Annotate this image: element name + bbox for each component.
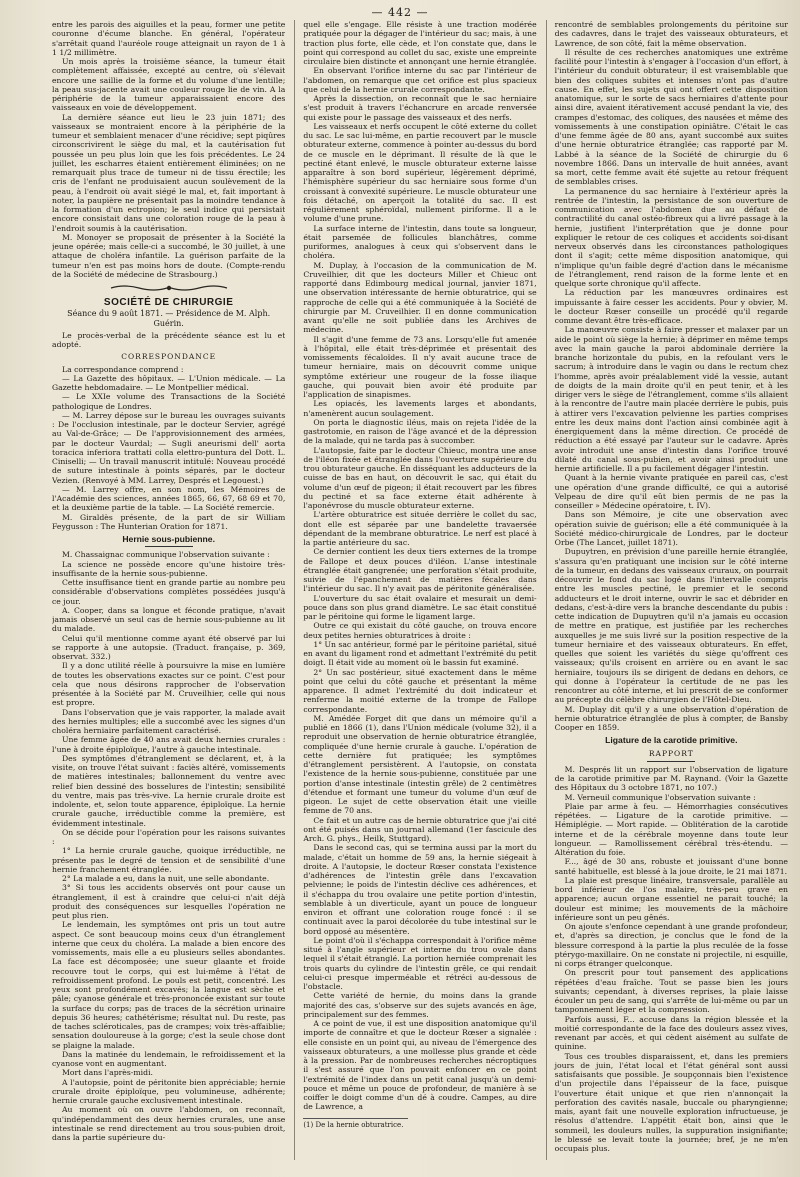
paragraph: Les opiacés, les lavements larges et abondants, n'amenèrent aucun soulagement. [303, 399, 537, 418]
paragraph: La plaie est presque linéaire, transversale, parallèle au bord inférieur de l'os malaire, très-peu grave en apparence; aucun organe essentiel ne parait touché; la douleur est minime; les mouvements de la mâchoire inférieure sont un peu gênés. [554, 875, 788, 922]
paragraph: Une femme âgée de 40 ans avait deux hernies crurales : l'une à droite épiploïque, l'autre à gauche intestinale. [52, 735, 286, 754]
footnote: (1) De la hernie obturatrice. [303, 1118, 408, 1130]
session-line: Séance du 9 août 1871. — Présidence de M. Alph. Guérin. [67, 309, 271, 328]
divider [647, 761, 695, 762]
paragraph: entre les parois des aiguilles et la peau, former une petite couronne d'écume blanche. En général, l'opérateur s'arrêtait quand l'auréole rouge atteignait un rayon de 1 à 1 1/2 millimètre. [52, 20, 286, 57]
paragraph: Quant à la hernie vivante pratiquée en pareil cas, c'est une opération d'une grande difficulté, ce qui a autorisé Velpeau de dire qu'il eût bien permis de ne pas la conseiller » Médecine opératoire, t. IV). [554, 473, 788, 510]
paragraph: Après la dissection, on reconnaît que le sac herniaire s'est produit à travers l'échancrure en arcade renversée qui existe pour le passage des vaisseaux et des nerfs. [303, 94, 537, 122]
paragraph: La science ne possède encore qu'une histoire très-insuffisante de la hernie sous-pubienne. [52, 559, 286, 578]
paragraph: En observant l'orifice interne du sac par l'intérieur de l'abdomen, on remarque que cet orifice est plus spacieux que celui de la hernie crurale correspondante. [303, 66, 537, 94]
paragraph: La dernière séance eut lieu le 23 juin 1871; des vaisseaux se montraient encore à la périphérie de la tumeur et semblaient menacer d'une récidive; sept piqûres circonscrivirent le siège du mal, et la cautérisation fut poussée un peu plus loin que les fois précédentes. Le 24 juillet, les escharres étaient entièrement éliminées; on ne remarquait plus trace de tumeur ni de tissu érectile; les cris de l'enfant ne produisaient aucun soulèvement de la peau, à l'endroit où avait siégé le mal, et, fait important à noter, la paupière ne présentait pas la moindre tendance à la formation d'un ectropion; le seul indice qui persistait encore consistait dans une coloration rouge de la peau à l'endroit soumis à la cautérisation. [52, 112, 286, 233]
paragraph: Le point d'où il s'échappa correspondait à l'orifice même situé à l'angle supérieur et interne du trou ovale dans lequel il s'était étranglé. La portion herniée comprenait les trois quarts du cylindre de l'intestin grêle, ce qui rendait celui-ci presque imperméable et rétréci au-dessous de l'obstacle. [303, 935, 537, 991]
paragraph: Mort dans l'après-midi. [62, 1068, 153, 1078]
column-2 [294, 20, 536, 1160]
paragraph: Plaie par arme à feu. — Hémorrhagies consécutives répétées. — Ligature de la carotide primitive. — Hémiplégie. — Mort rapide. — Oblitération de la carotide interne et de la cérébrale moyenne dans toute leur longueur. — Ramollissement cérébral très-étendu. — Altération du foie. [554, 801, 788, 857]
paragraph: Des symptômes d'étranglement se déclarent, et, à la visite, on trouve l'état suivant : faciès altéré, vomissements de matières intestinales; ballonnement du ventre avec relief bien dessiné des bosselures de l'intestin; sensibilité du ventre, mais pas très-vive. La hernie crurale droite est indolente, et, selon toute apparence, épiploïque. La hernie crurale gauche, irréductible comme la première, est évidemment intestinale. [52, 753, 286, 828]
correspondence-title: CORRESPONDANCE [121, 352, 217, 362]
paragraph: quel elle s'engage. Elle résiste à une traction modérée pratiquée pour la dégager de l'intérieur du sac; mais, à une traction plus forte, elle cède, et l'on constate que, dans le point qui correspond au collet du sac, existe une empreinte circulaire bien distincte et annonçant une hernie étranglée. [303, 20, 537, 66]
rubric-heading: Hernie sous-pubienne. [122, 534, 215, 544]
paragraph: Celui qu'il mentionne comme ayant été observé par lui se rapporte à une autopsie. (Traduct. française, p. 369, observat. 332.) [52, 633, 286, 661]
paragraph: Parfois aussi, F... accuse dans la région blessée et la moitié correspondante de la face des douleurs assez vives, revenant par accès, et qui cèdent aisément au sulfate de quinine. [554, 1014, 788, 1052]
paragraph: La correspondance comprend : [62, 364, 184, 374]
paragraph: Dans le second cas, qui se termina aussi par la mort du malade, c'était un homme de 59 ans, la hernie siégeait à droite. A l'autopsie, le docteur Rœser constata l'existence d'adhérences de l'intestin grêle dans l'excavation pelvienne; le poids de l'intestin déclive ces adhérences, et il s'échappa du trou ovalaire une petite portion d'intestin, semblable à un diverticule, ayant un pouce de longueur environ et offrant une coloration rouge foncé : il se continuait avec la paroi décolorée du tube intestinal sur le bord opposé au mésentère. [303, 843, 537, 936]
paragraph: — Le XXIe volume des Transactions de la Société pathologique de Londres. [52, 392, 286, 411]
paragraph: Ce dernier contient les deux tiers externes de la trompe de Fallope et deux pouces d'iléon. L'anse intestinale étranglée était gangrenée; une perforation s'était produite, suivie de l'épanchement de matières fécales dans l'intérieur du sac. Il n'y avait pas de péritonite généralisée. [303, 547, 537, 594]
paragraph: rencontré de semblables prolongements du péritoine sur des cadavres, dans le trajet des vaisseaux obturateurs, et Lawrence, de son côté, fait la même observation. [554, 20, 788, 48]
paragraph: Dans la matinée du lendemain, le refroidissement et la cyanose vont en augmentant. [52, 1049, 286, 1068]
paragraph: On se décide pour l'opération pour les raisons suivantes : [52, 827, 286, 846]
paragraph: 2° La malade a eu, dans la nuit, une selle abondante. [62, 874, 270, 883]
paragraph: M. Després lit un rapport sur l'observation de ligature de la carotide primitive par M. Raynand. (Voir la Gazette des Hôpitaux du 3 octobre 1871, no 107.) [554, 764, 788, 793]
divider [145, 546, 193, 547]
paragraph: Au moment où on ouvre l'abdomen, on reconnaît, qu'indépendamment des deux hernies crurales, une anse intestinale se rend directement au trou sous-pubien droit, dans la partie supérieure du- [52, 1105, 286, 1142]
paragraph: La surface interne de l'intestin, dans toute sa longueur, était parsemée de follicules blanchâtres, comme puriformes, analogues à ceux qui s'observent dans le choléra. [303, 223, 537, 261]
paragraph: 1° Un sac antérieur, formé par le péritoine pariétal, situé en avant du ligament rond et admettant l'extrémité du petit doigt. Il était vide au moment où le bassin fut examiné. [303, 639, 537, 668]
paragraph: M. Amédée Forget dit que dans un mémoire qu'il a publié en 1866 (1), dans l'Union médicale (volume 32), il a reproduit une observation de hernie obturatrice étranglée, compliquée d'une hernie crurale à gauche. L'opération de cette dernière fut pratiquée; les symptômes d'étranglement persistèrent. A l'autopsie, on constata l'existence de la hernie sous-pubienne, constituée par une portion d'anse intestinale (intestin grêle) de 2 centimètres d'étendue et formant une tumeur du volume d'un œuf de pigeon. Le sujet de cette observation était une vieille femme de 70 ans. [303, 713, 537, 816]
paragraph: Le procès-verbal de la précédente séance est lu et adopté. [52, 330, 286, 349]
paragraph: Un mois après la troisième séance, la tumeur était complètement affaissée, excepté au centre, où s'élevait encore une saillie de la forme et du volume d'une lentille; la peau sus-jacente avait une couleur rouge lie de vin. A la périphérie de la tumeur apparaissaient encore des vaisseaux en voie de développement. [52, 57, 286, 113]
rubric-heading: Ligature de la carotide primitive. [605, 735, 738, 746]
page-number: — 442 — [371, 6, 429, 19]
paragraph: La manœuvre consiste à faire presser et malaxer par un aide le point où siège la hernie; à déprimer en même temps avec la main gauche la paroi abdominale derrière la branche horizontale du pubis, en la refoulant vers le sacrum; à introduire dans le vagin ou dans le rectum chez l'homme, après avoir préalablement vidé la vessie, autant de doigts de la main droite qu'il en peut tenir, et à les diriger vers le siège de l'étranglement, comme s'ils allaient à la rencontre de l'autre main placée derrière le pubis, puis à attirer vers l'excavation pelvienne les parties comprises entre les deux mains dont l'action ainsi combinée agit à énergiquement dans la même direction. Ce procédé de réduction a été essayé par l'auteur sur le cadavre. Après avoir introduit une anse d'intestin dans l'orifice trouvé dilaté du canal sous-pubien, et avoir ainsi produit une hernie artificielle. Il a pu facilement dégager l'intestin. [554, 325, 788, 473]
paragraph: L'autopsie, faite par le docteur Chieuc, montra une anse de l'iléon fixée et étranglée dans l'ouverture supérieure du trou obturateur gauche. En disséquant les adducteurs de la cuisse de bas en haut, on découvrit le sac, qui était du volume d'un œuf de pigeon; il était recouvert par les fibres du pectiné et sa face externe était adhérente à l'aponévrose du muscle obturateur externe. [303, 445, 537, 510]
paragraph: M. Verneuil communique l'observation suivante : [564, 792, 756, 802]
paragraph: F..., âgé de 30 ans, robuste et jouissant d'une bonne santé habituelle, est blessé à la joue droite, le 21 mai 1871. [554, 857, 788, 876]
paragraph: On ajoute s'enfonce cependant à une grande profondeur, et, d'après sa direction, je conclus que le fond de la blessure correspond à la partie la plus reculée de la fosse ptérygo-maxillaire. On ne constate ni projectile, ni esquille, ni corps étranger quelconque. [554, 922, 788, 968]
paragraph: M. Duplay dit qu'il y a une observation d'opération de hernie obturatrice étranglée de plus à compter, de Bansby Cooper en 1859. [554, 704, 788, 732]
paragraph: M. Monoyer se proposait de présenter à la Société la jeune opérée; mais celle-ci a succombé, le 30 juillet, à une attaque de choléra infantile. La guérison parfaite de la tumeur n'en est pas moins hors de doute. (Compte-rendu de la Société de médecine de Strasbourg.) [52, 232, 286, 279]
paragraph: — M. Larrey offre, en son nom, les Mémoires de l'Académie des sciences, années 1865, 66, 67, 68 69 et 70, et la deuxième partie de la table. — La Société remercie. [52, 484, 286, 513]
paragraph: Il résulte de ces recherches anatomiques une extrême facilité pour l'intestin à s'engager à l'occasion d'un effort, à l'intérieur du conduit obturateur; il est vraisemblable que bien des coliques subites et intenses n'ont pas d'autre cause. En effet, les sujets qui ont offert cette disposition anatomique, sur le sorte de sacs herniaires d'attente pour ainsi dire, avaient itérativement accusé pendant la vie, des crampes d'estomac, des coliques, des nausées et même des vomissements à une constipation opiniâtre. C'était le cas d'une femme âgée de 80 ans, ayant succombé aux suites d'une hernie obturatrice étranglée; cas rapporté par M. Labbé à la séance de la Société de chirurgie du 6 novembre 1866. Dans un intervalle de huit années, avant sa mort, cette femme avait été sujette au retour fréquent de semblables crises. [554, 47, 788, 187]
paragraph: Outre ce qui existait du côté gauche, on trouva encore deux petites hernies obturatrices à droite : [303, 621, 537, 640]
paragraph: Les vaisseaux et nerfs occupent le côté externe du collet du sac. Le sac lui-même, en partie recouvert par le muscle obturateur externe, commence à pointer au-dessus du bord de ce muscle en le déprimant. Il résulte de là que le pectiné étant enlevé, le muscle obturateur externe laisse apparaître à son bord supérieur, légèrement déprimé, l'hémisphère supérieur du sac herniaire sous forme d'un croissant à convexité supérieure. Le muscle obturateur une fois détaché, on aperçoit la totalité du sac. Il est régulièrement sphéroïdal, nullement piriforme. Il a le volume d'une prune. [303, 121, 537, 224]
paragraph: Ce fait et un autre cas de hernie obturatrice que j'ai cité ont été puisés dans un journal allemand (1er fascicule des Arch. G. phys., Heilk, Stuttgard). [303, 815, 537, 843]
paragraph: 2° Un sac postérieur, situé exactement dans le même point que celui du côté gauche et présentant la même apparence. Il admet l'extrémité du doit indicateur et renferme la moitié externe de la trompe de Fallope correspondante. [303, 667, 537, 714]
paragraph: L'ouverture du sac était ovalaire et mesurait un demi-pouce dans son plus grand diamètre. Le sac était constitué par le péritoine qui forme le ligament large. [303, 593, 537, 621]
paragraph: A. Cooper, dans sa longue et féconde pratique, n'avait jamais observé un seul cas de hernie sous-pubienne au lit du malade. [52, 605, 286, 634]
paragraph: 1° La hernie crurale gauche, quoique irréductible, ne présente pas le degré de tension et de sensibilité d'une hernie franchement étranglée. [52, 846, 286, 874]
report-title: RAPPORT [648, 748, 694, 758]
paragraph: 3° Si tous les accidents observés ont pour cause un étranglement, il est à craindre que celui-ci n'ait déjà produit des conséquences sur lesquelles l'opération ne peut plus rien. [52, 883, 286, 920]
paragraph: M. Giraldès présente, de la part de sir William Feygusson : The Hunterian Oration for 1871. [52, 512, 286, 531]
paragraph: Dans son Mémoire, je cite une observation avec opération suivie de guérison; elle a été communiquée à la Société médico-chirurgicale de Londres, par le docteur Orbe (The Lancet, juillet 1871). [554, 510, 788, 547]
section-title: SOCIÉTÉ DE CHIRURGIE [103, 297, 234, 308]
paragraph: Dans l'observation que je vais rapporter, la malade avait des hernies multiples; elle a succombé avec les signes d'un choléra herniaire parfaitement caractérisé. [52, 707, 286, 735]
paragraph: — M. Larrey dépose sur le bureau les ouvrages suivants : De l'occlusion intestinale, par le docteur Servier, agrégé au Val-de-Grâce; — De l'approvisionnement des armées, par le docteur Vaurdal; — Sugli aneurismi dell' aorta toracica inferiora trattati colla elettro-puntura del Dott. L. Ciniselli; — Un travail manuscrit intitulé: Nouveau procédé de suture intestinale à points séparés, par le docteur Vezien. (Renvoyé à MM. Larrey, Després et Legouest.) [52, 410, 286, 485]
paragraph: — La Gazette des hôpitaux. — L'Union médicale. — La Gazette hebdomadaire. — Le Montpellier médical. [52, 373, 286, 392]
paragraph: Cette variété de hernie, du moins dans la grande majorité des cas, s'observe sur des sujets avancés en âge, principalement sur des femmes. [303, 991, 537, 1019]
paragraph: Il s'agit d'une femme de 73 ans. Lorsqu'elle fut amenée à l'hôpital, elle était très-déprimée et présentait des vomissements fécaloïdes. Il n'y avait aucune trace de tumeur herniaire, mais on découvrit comme unique symptôme extérieur une rougeur de la fosse iliaque gauche, qui pouvait bien avoir été produite par l'application de sinapismes. [303, 334, 537, 399]
paragraph: M. Duplay, à l'occasion de la communication de M. Cruveilhier, dit que les docteurs Miller et Chieuc ont rapporté dans Edimbourg medical journal, janvier 1871, une observation intéressante de hernie obturatrice, qui se rapproche de celle qui a été communiquée à la Société de chirurgie par M. Cruveilhier. Il en donne communication avant qu'elle ne soit publiée dans les Archives de médecine. [303, 260, 537, 335]
paragraph: Dupuytren, en prévision d'une pareille hernie étranglée, s'assura qu'en pratiquant une incision sur le côté interne de la tumeur, en dedans des vaisseaux cruraux, on pourrait découvrir le fond du sac logé dans l'intervalle compris entre les muscles pectiné, le premier et le second adducteurs et le droit interne, ouvrir le sac et débrider en dedans, c'est-à-dire vers la branche descendante du pubis : cette indication de Dupuytren qu'il n'a jamais eu occasion de mettre en pratique, est justifiée par les recherches auxquelles je me suis livré sur la position respective de la tumeur herniaire et des vaisseaux obturateurs. En effet, quelles que soient les variétés du siège qu'offrent ces vaisseaux; qu'ils croisent en arrière ou en avant le sac herniaire, toujours ils se dirigent de dedans en dehors, ce qui donne à l'opérateur la certitude de ne pas les rencontrer au côté interne, et lui prescrit de se conformer au précepte du célèbre chirurgien de l'Hôtel-Dieu. [554, 547, 788, 705]
paragraph: L'artère obturatrice est située derrière le collet du sac, dont elle est séparée par une bandelette travaersée dépendant de la membrane obturatrice. Le nerf est placé à la partie antérieure du sac. [303, 510, 537, 547]
paragraph: Tous ces troubles disparaissent, et, dans les premiers jours de juin, l'état local et l'état général sont aussi satisfaisants que possible. Je soupçonnais bien l'existence d'un projectile dans l'épaisseur de la face, puisque l'ouverture était unique et que rien n'annonçait la perforation des cavités nasale, buccale ou pharyngienne; mais, ayant fait une nouvelle exploration infructueuse, je résolus d'attendre. L'appétit était bon, ainsi que le sommeil, les douleurs nulles, la suppuration insignifiante; le blessé se levait toute la journée; bref, je ne m'en occupais plus. [554, 1051, 788, 1153]
paragraph: A l'autopsie, point de péritonite bien appréciable; hernie crurale droite épiploïque, peu volumineuse, adhérente; hernie crurale gauche exclusivement intestinale. [52, 1077, 286, 1105]
paragraph: La réduction par les manœuvres ordinaires est impuissante à faire cesser les accidents. Pour y obvier, M. le docteur Rœser conseille un procédé qu'il regarde comme devant être très-efficace. [554, 288, 788, 325]
column-1 [52, 20, 285, 1160]
column-3 [546, 20, 788, 1160]
paragraph: A ce point de vue, il est une disposition anatomique qu'il importe de connaître et que le docteur Rœser a signalée : elle consiste en un point qui, au niveau de l'émergence des vaisseaux obturateurs, a une mollesse plus grande et cède à la pression. Par de nombreuses recherches nécroptiques il s'est assuré que l'on pouvait enfoncer en ce point l'extrémité de l'index dans un petit canal jusqu'à un demi-pouce et même un pouce de profondeur, de manière à se coiffer le doigt comme d'un dé à coudre. Campes, au dire de Lawrence, a [303, 1019, 537, 1112]
paragraph: Cette insuffisance tient en grande partie au nombre peu considérable d'observations complètes possédées jusqu'à ce jour. [52, 578, 286, 606]
decorative-divider-icon [52, 284, 285, 292]
paragraph: M. Chassaignac communique l'observation suivante : [62, 550, 270, 560]
paragraph: Il y a donc utilité réelle à poursuivre la mise en lumière de toutes les observations exactes sur ce point. C'est pour cela que nous désirons rapprocher de l'observation présentée à la Société par M. Cruveilhier, celle qui nous est propre. [52, 661, 286, 708]
paragraph: La permanence du sac herniaire à l'extérieur après la rentrée de l'intestin, la persistance de son ouverture de communication avec l'abdomen due au défaut de contractilité du canal ostéo-fibreux qui a livré passage à la hernie, justifient l'interprétation que je donne pour expliquer le retour de ces coliques et accidents soi-disant nerveux observés dans les circonstances pathologiques dont il s'agit; cette même disposition anatomique, qui n'implique qu'un faible degré d'action dans le mécanisme de l'étranglement, rend raison de la forme lente et en quelque sorte chronique qu'il affecte. [554, 186, 788, 288]
columns [52, 20, 788, 1160]
paragraph: On prescrit pour tout pansement des applications répétées d'eau fraîche. Tout se passe bien les jours suivants; cependant, à diverses reprises, la plaie laisse écouler un peu de sang, qui s'arrête de lui-même ou par un tamponnement léger et la compression. [554, 968, 788, 1015]
paragraph: On porta le diagnostic iléus, mais on rejeta l'idée de la gastrotomie, en raison de l'âge avancé et de la dépression de la malade, qui ne tarda pas à succomber. [303, 417, 537, 446]
paragraph: Le lendemain, les symptômes ont pris un tout autre aspect. Ce sont beaucoup moins ceux d'un étranglement interne que ceux du choléra. La malade a bien encore des vomissements, mais elle a eu plusieurs selles abondantes. La face est décomposée; une sueur glaante et froide recouvre tout le corps, qui est lui-même à l'état de refroidissement profond. Le pouls est petit, concentré. Les yeux sont profondément excavés; la langue est sèche et pâle; cyanose générale et très-prononcée existant sur toute la surface du corps; pas de traces de la sécrétion urinaire depuis 36 heures; cathétérisme; résultat nul. Du reste, pas de taches scléroticales, pas de crampes; voix très-affaiblie; sensation douloureuse à la gorge; c'est la seule chose dont se plaigne la malade. [52, 920, 286, 1050]
